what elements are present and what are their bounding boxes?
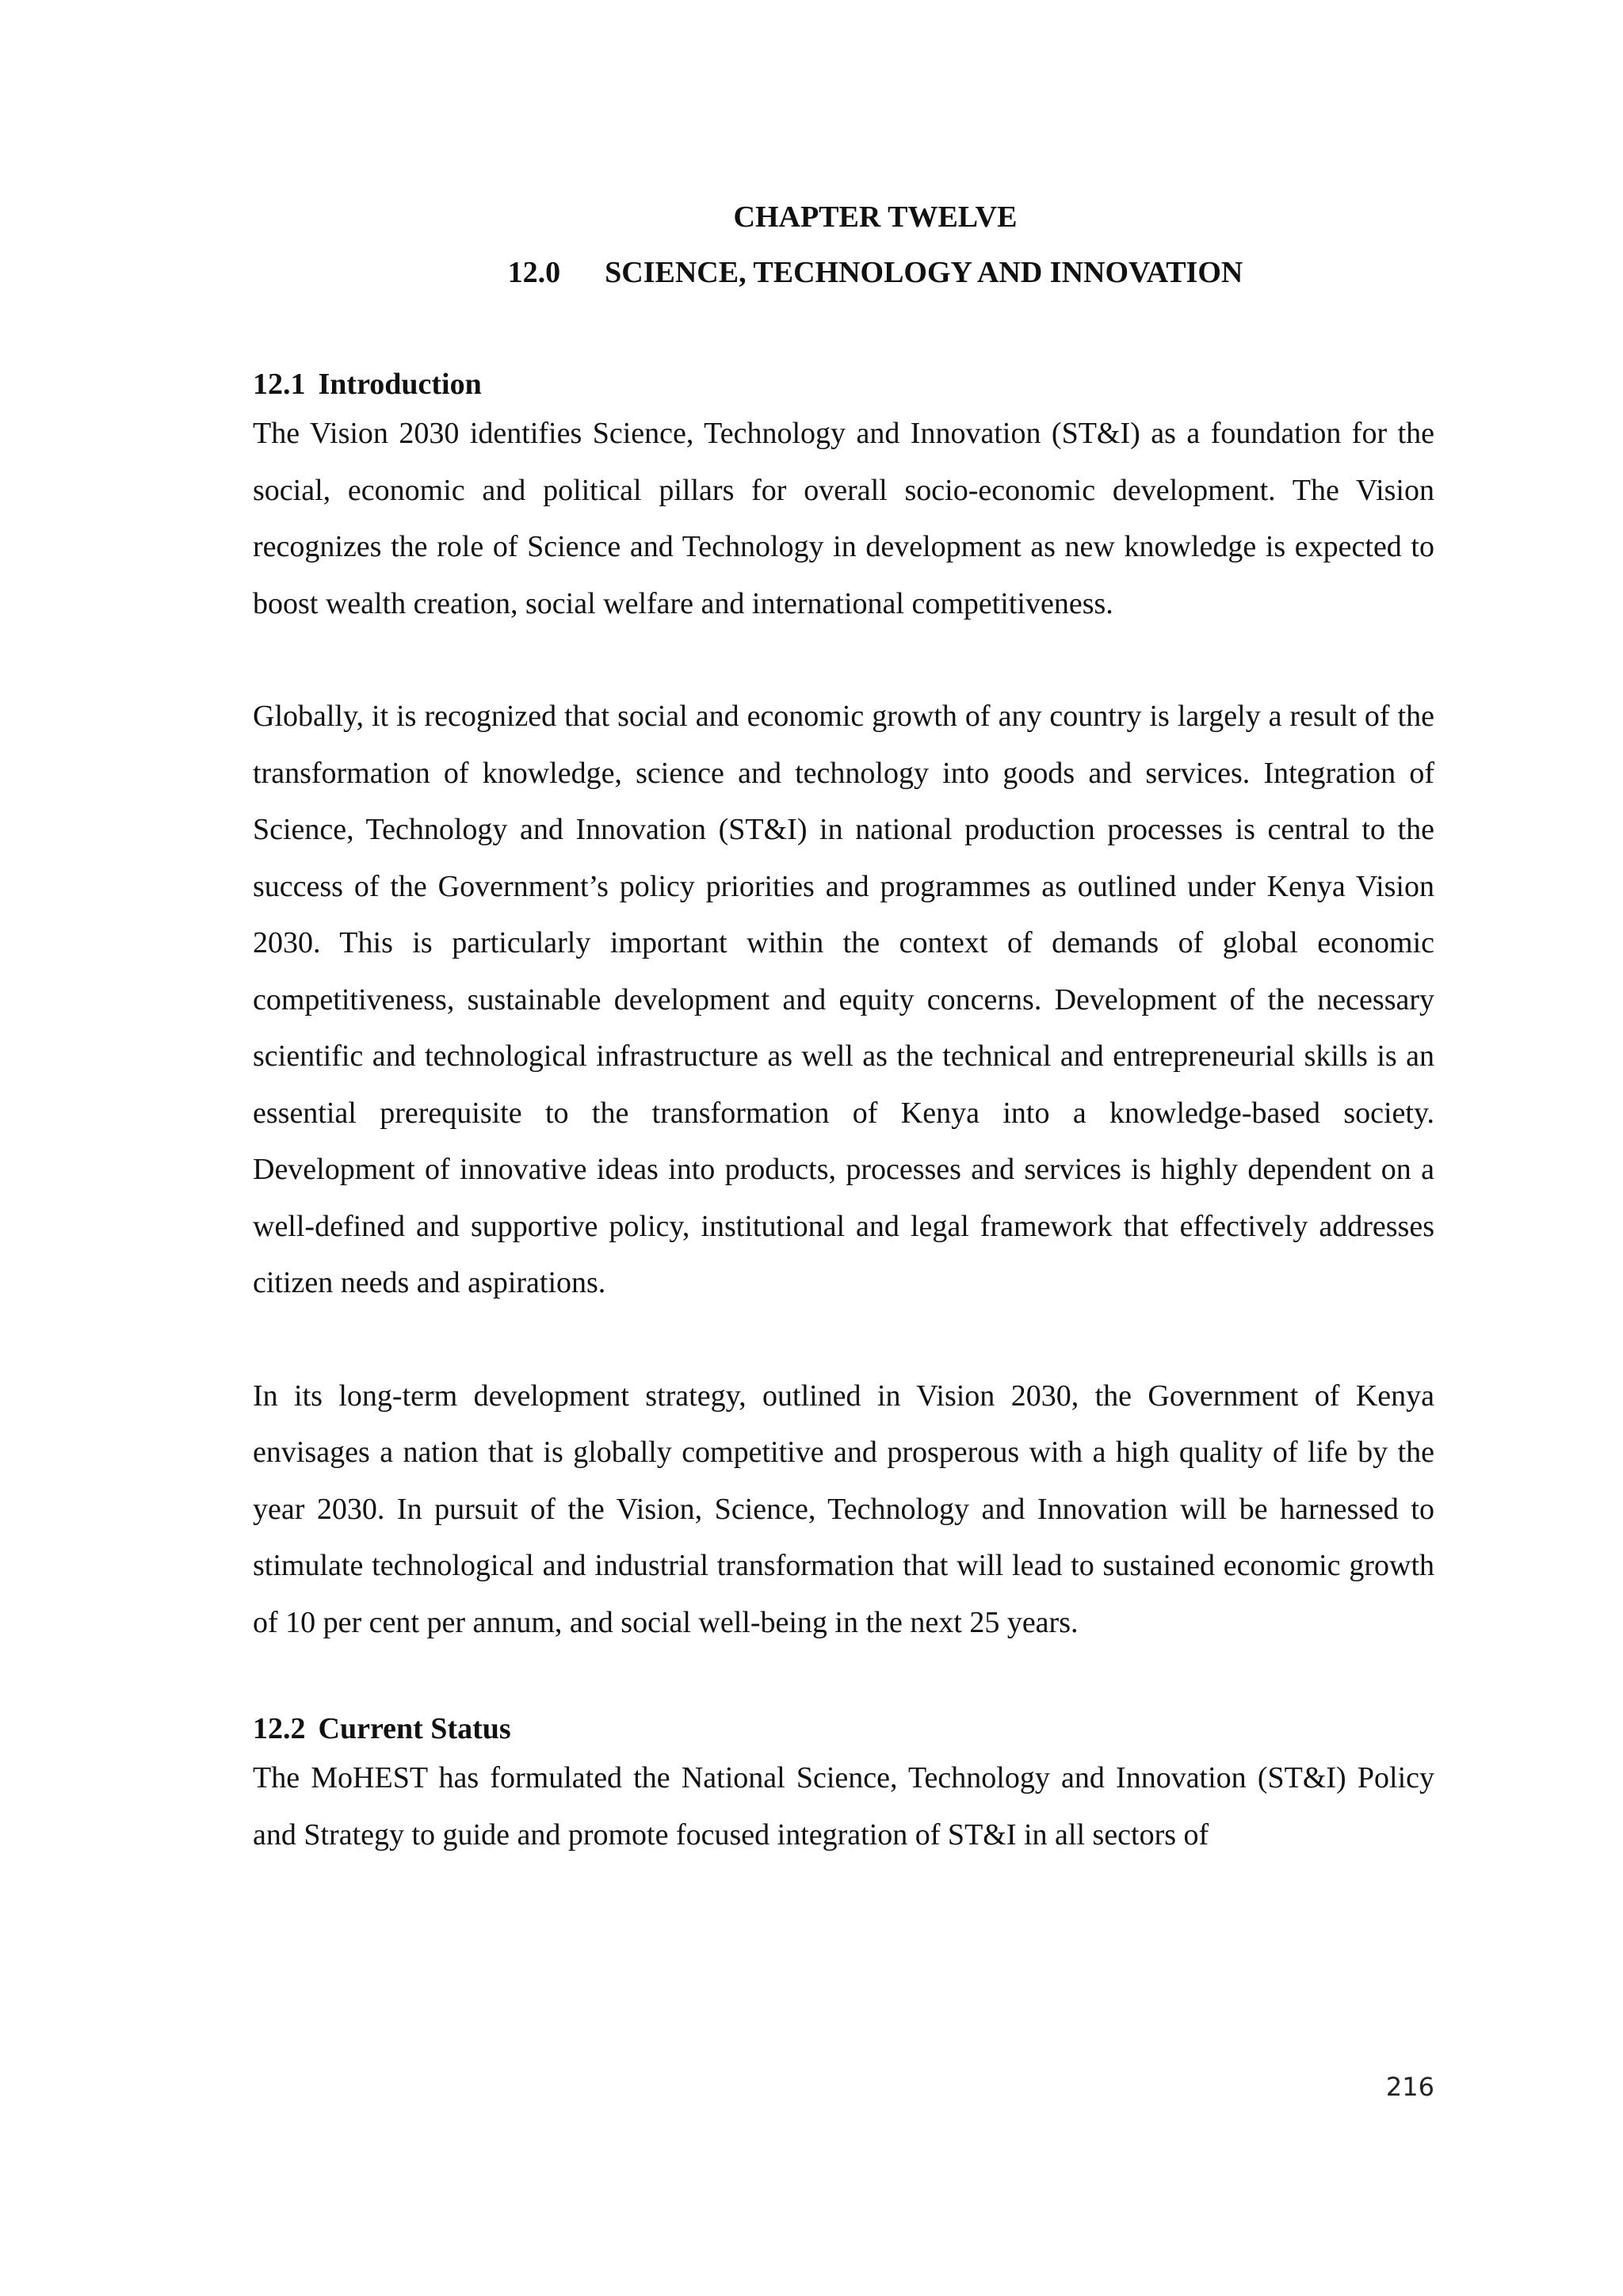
- chapter-heading: CHAPTER TWELVE: [733, 200, 1018, 234]
- section-title: Introduction: [318, 368, 482, 401]
- spacer: [253, 632, 1434, 688]
- paragraph: The MoHEST has formulated the National Science, Technology and Innovation (ST&I) Policy and Strategy to guide and promote focused integration of ST&I in all sectors of: [253, 1761, 1434, 1852]
- paragraph: The Vision 2030 identifies Science, Technology and Innovation (ST&I) as a foundation for the social, economic and political pillars for overall socio-economic development. The Vision recognizes the role of Science and Technology in development as new knowledge is expected to boost wealth creation, social welfare and international competitiveness.: [253, 417, 1434, 620]
- chapter-number: 12.0: [507, 256, 561, 289]
- spacer: [253, 294, 1434, 363]
- spacer: [253, 1651, 1434, 1707]
- section-heading-introduction: [253, 363, 1434, 406]
- paragraph: Globally, it is recognized that social and economic growth of any country is largely a result of the transformation of knowledge, science and technology into goods and services. Integration of Science, Technology and Innovation (ST&I) in national production processes is central to the success of the Government’s policy priorities and programmes as outlined under Kenya Vision 2030. This is particularly important within the context of demands of global economic competitiveness, sustainable development and equity concerns. Development of the necessary scientific and technological infrastructure as well as the technical and entrepreneurial skills is an essential prerequisite to the transformation of Kenya into a knowledge-based society. Development of innovative ideas into products, processes and services is highly dependent on a well-defined and supportive policy, institutional and legal framework that effectively addresses citizen needs and aspirations.: [253, 700, 1434, 1299]
- section-number: 12.2: [253, 1712, 306, 1745]
- paragraph: In its long-term development strategy, outlined in Vision 2030, the Government of Kenya envisages a nation that is globally competitive and prosperous with a high quality of life by the year 2030. In pursuit of the Vision, Science, Technology and Innovation will be harnessed to stimulate technological and industrial transformation that will lead to sustained economic growth of 10 per cent per annum, and social well-being in the next 25 years.: [253, 1379, 1434, 1639]
- section-heading-current-status: [253, 1707, 1434, 1750]
- section-number: 12.1: [253, 368, 306, 401]
- page-content: [253, 196, 1434, 1863]
- chapter-title: [253, 251, 1434, 294]
- section-title: Current Status: [318, 1712, 511, 1745]
- page-number: 216: [1385, 2072, 1434, 2102]
- chapter-title-text: SCIENCE, TECHNOLOGY AND INNOVATION: [605, 256, 1243, 289]
- spacer: [253, 1312, 1434, 1368]
